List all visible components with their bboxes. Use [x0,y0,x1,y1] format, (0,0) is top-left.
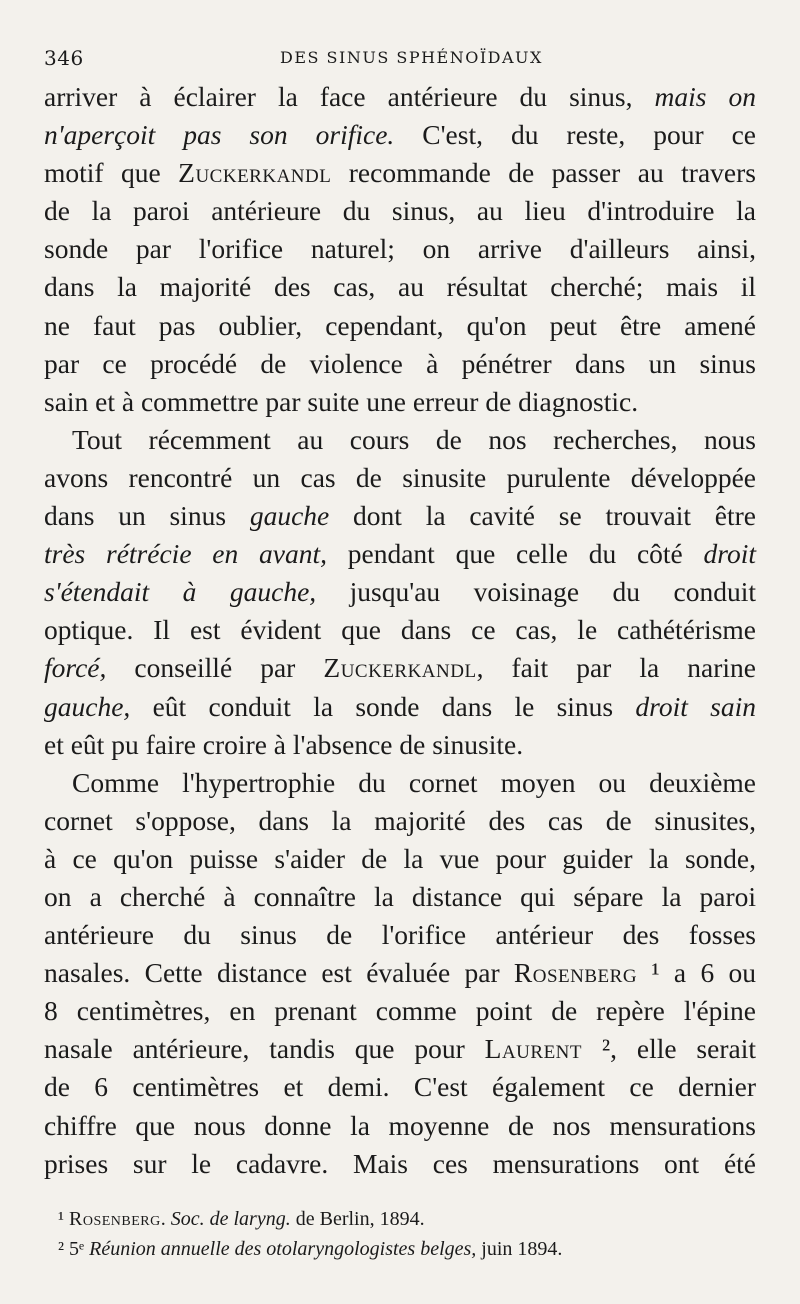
text-line [44,345,756,383]
text-run: arriver à éclairer la face antérieure du sinus, [44,81,655,112]
small-caps-name: Rosenberg [513,957,638,989]
text-run: chiffre que nous donne la moyenne de nos mensurations [44,1109,756,1141]
footnote [58,1204,758,1234]
text-run: on a cherché à connaître la distance qui sépare la paroi [44,880,756,912]
text-run: de Berlin, 1894. [290,1208,425,1230]
text-run: Comme l'hypertrophie du cornet moyen ou deuxième [72,766,756,798]
running-title: DES SINUS SPHÉNOÏDAUX [280,48,543,67]
small-caps-name: Laurent [484,1033,583,1065]
text-line [44,611,756,649]
text-run: optique. Il est évident que dans ce cas, le cathétérisme [44,614,756,646]
text-run: nasales. Cette distance est évaluée par [44,957,514,989]
italic-text: forcé, [44,652,107,684]
text-line [44,307,756,345]
text-run: juin 1894. [476,1238,563,1260]
text-run: sonde par l'orifice naturel; on arrive d'ailleurs ainsi, [44,233,756,265]
text-run: ¹ a 6 ou [637,957,757,989]
page-header [44,40,760,70]
text-line [44,154,756,192]
text-run: antérieure du sinus de l'orifice antérieur des fosses [44,919,756,951]
text-run: avons rencontré un cas de sinusite purulente développée [44,461,756,493]
text-line [44,497,756,535]
italic-text: s'étendait à gauche, [44,576,317,608]
text-run: conseillé par [106,652,324,684]
text-run: dont la cavité se trouvait être [329,500,756,532]
italic-text: n'aperçoit pas son orifice. [44,119,395,151]
text-run: dans un sinus [44,500,250,532]
italic-text: Réunion annuelle des otolaryngologistes belges, [89,1238,477,1260]
text-line [44,1107,756,1145]
text-line [44,1068,756,1106]
italic-text: Soc. de laryng. [170,1208,291,1230]
text-run: par ce procédé de violence à pénétrer dans un sinus [44,347,756,379]
text-run: de la paroi antérieure du sinus, au lieu d'introduire la [44,195,756,227]
text-run: ne faut pas oublier, cependant, qu'on peut être amené [44,309,756,341]
italic-text: droit [703,538,756,570]
text-line [44,1030,756,1068]
page-number: 346 [44,46,84,70]
text-run: et eût pu faire croire à l'absence de sinusite. [44,728,524,760]
text-run: nasale antérieure, tandis que pour [44,1033,485,1065]
text-run: eût conduit la sonde dans le sinus [130,690,636,722]
text-run: ², elle serait [582,1033,756,1065]
small-caps-name: Rosenberg [69,1208,161,1230]
italic-text: gauche [249,500,330,532]
footnotes [58,1204,758,1264]
text-run: dans la majorité des cas, au résultat cherché; mais il [44,271,756,303]
text-line [44,764,756,802]
text-run: C'est, du reste, pour ce [394,119,756,151]
text-line [44,421,756,459]
footnote [58,1234,758,1264]
text-line [44,992,756,1030]
text-line [44,840,756,878]
text-line [44,954,756,992]
text-run: ² 5ᵉ [58,1238,90,1260]
body-text [44,78,756,1183]
italic-text: droit sain [635,690,756,722]
text-line [44,116,756,154]
italic-text: mais on [654,81,756,112]
text-run: ¹ [58,1208,69,1230]
text-run: . [160,1208,171,1230]
text-line [44,459,756,497]
small-caps-name: Zuckerkandl [323,652,477,684]
small-caps-name: Zuckerkandl [178,157,332,189]
text-line [44,878,756,916]
text-run: recommande de passer au travers [331,157,756,189]
text-run: prises sur le cadavre. Mais ces mensurations ont été [44,1147,756,1179]
text-line [44,1145,756,1183]
text-line [44,78,756,116]
text-line [44,573,756,611]
text-line [44,688,756,726]
text-run: , fait par la narine [476,652,756,684]
text-line [44,726,756,764]
text-run: Tout récemment au cours de nos recherches, nous [72,423,756,455]
text-line [44,649,756,687]
text-line [44,383,756,421]
text-run: de 6 centimètres et demi. C'est également ce dernier [44,1071,756,1103]
italic-text: gauche, [44,690,131,722]
text-run: sain et à commettre par suite une erreur de diagnostic. [44,385,639,417]
text-line [44,230,756,268]
text-run: jusqu'au voisinage du conduit [316,576,756,608]
text-line [44,916,756,954]
text-line [44,802,756,840]
text-run: 8 centimètres, en prenant comme point de repère l'épine [44,995,756,1027]
text-run: pendant que celle du côté [326,538,704,570]
text-line [44,535,756,573]
text-line [44,268,756,306]
italic-text: très rétrécie en avant, [44,538,327,570]
text-run: motif que [44,157,179,189]
text-run: à ce qu'on puisse s'aider de la vue pour guider la sonde, [44,842,756,874]
text-run: cornet s'oppose, dans la majorité des cas de sinusites, [44,804,756,836]
text-line [44,192,756,230]
